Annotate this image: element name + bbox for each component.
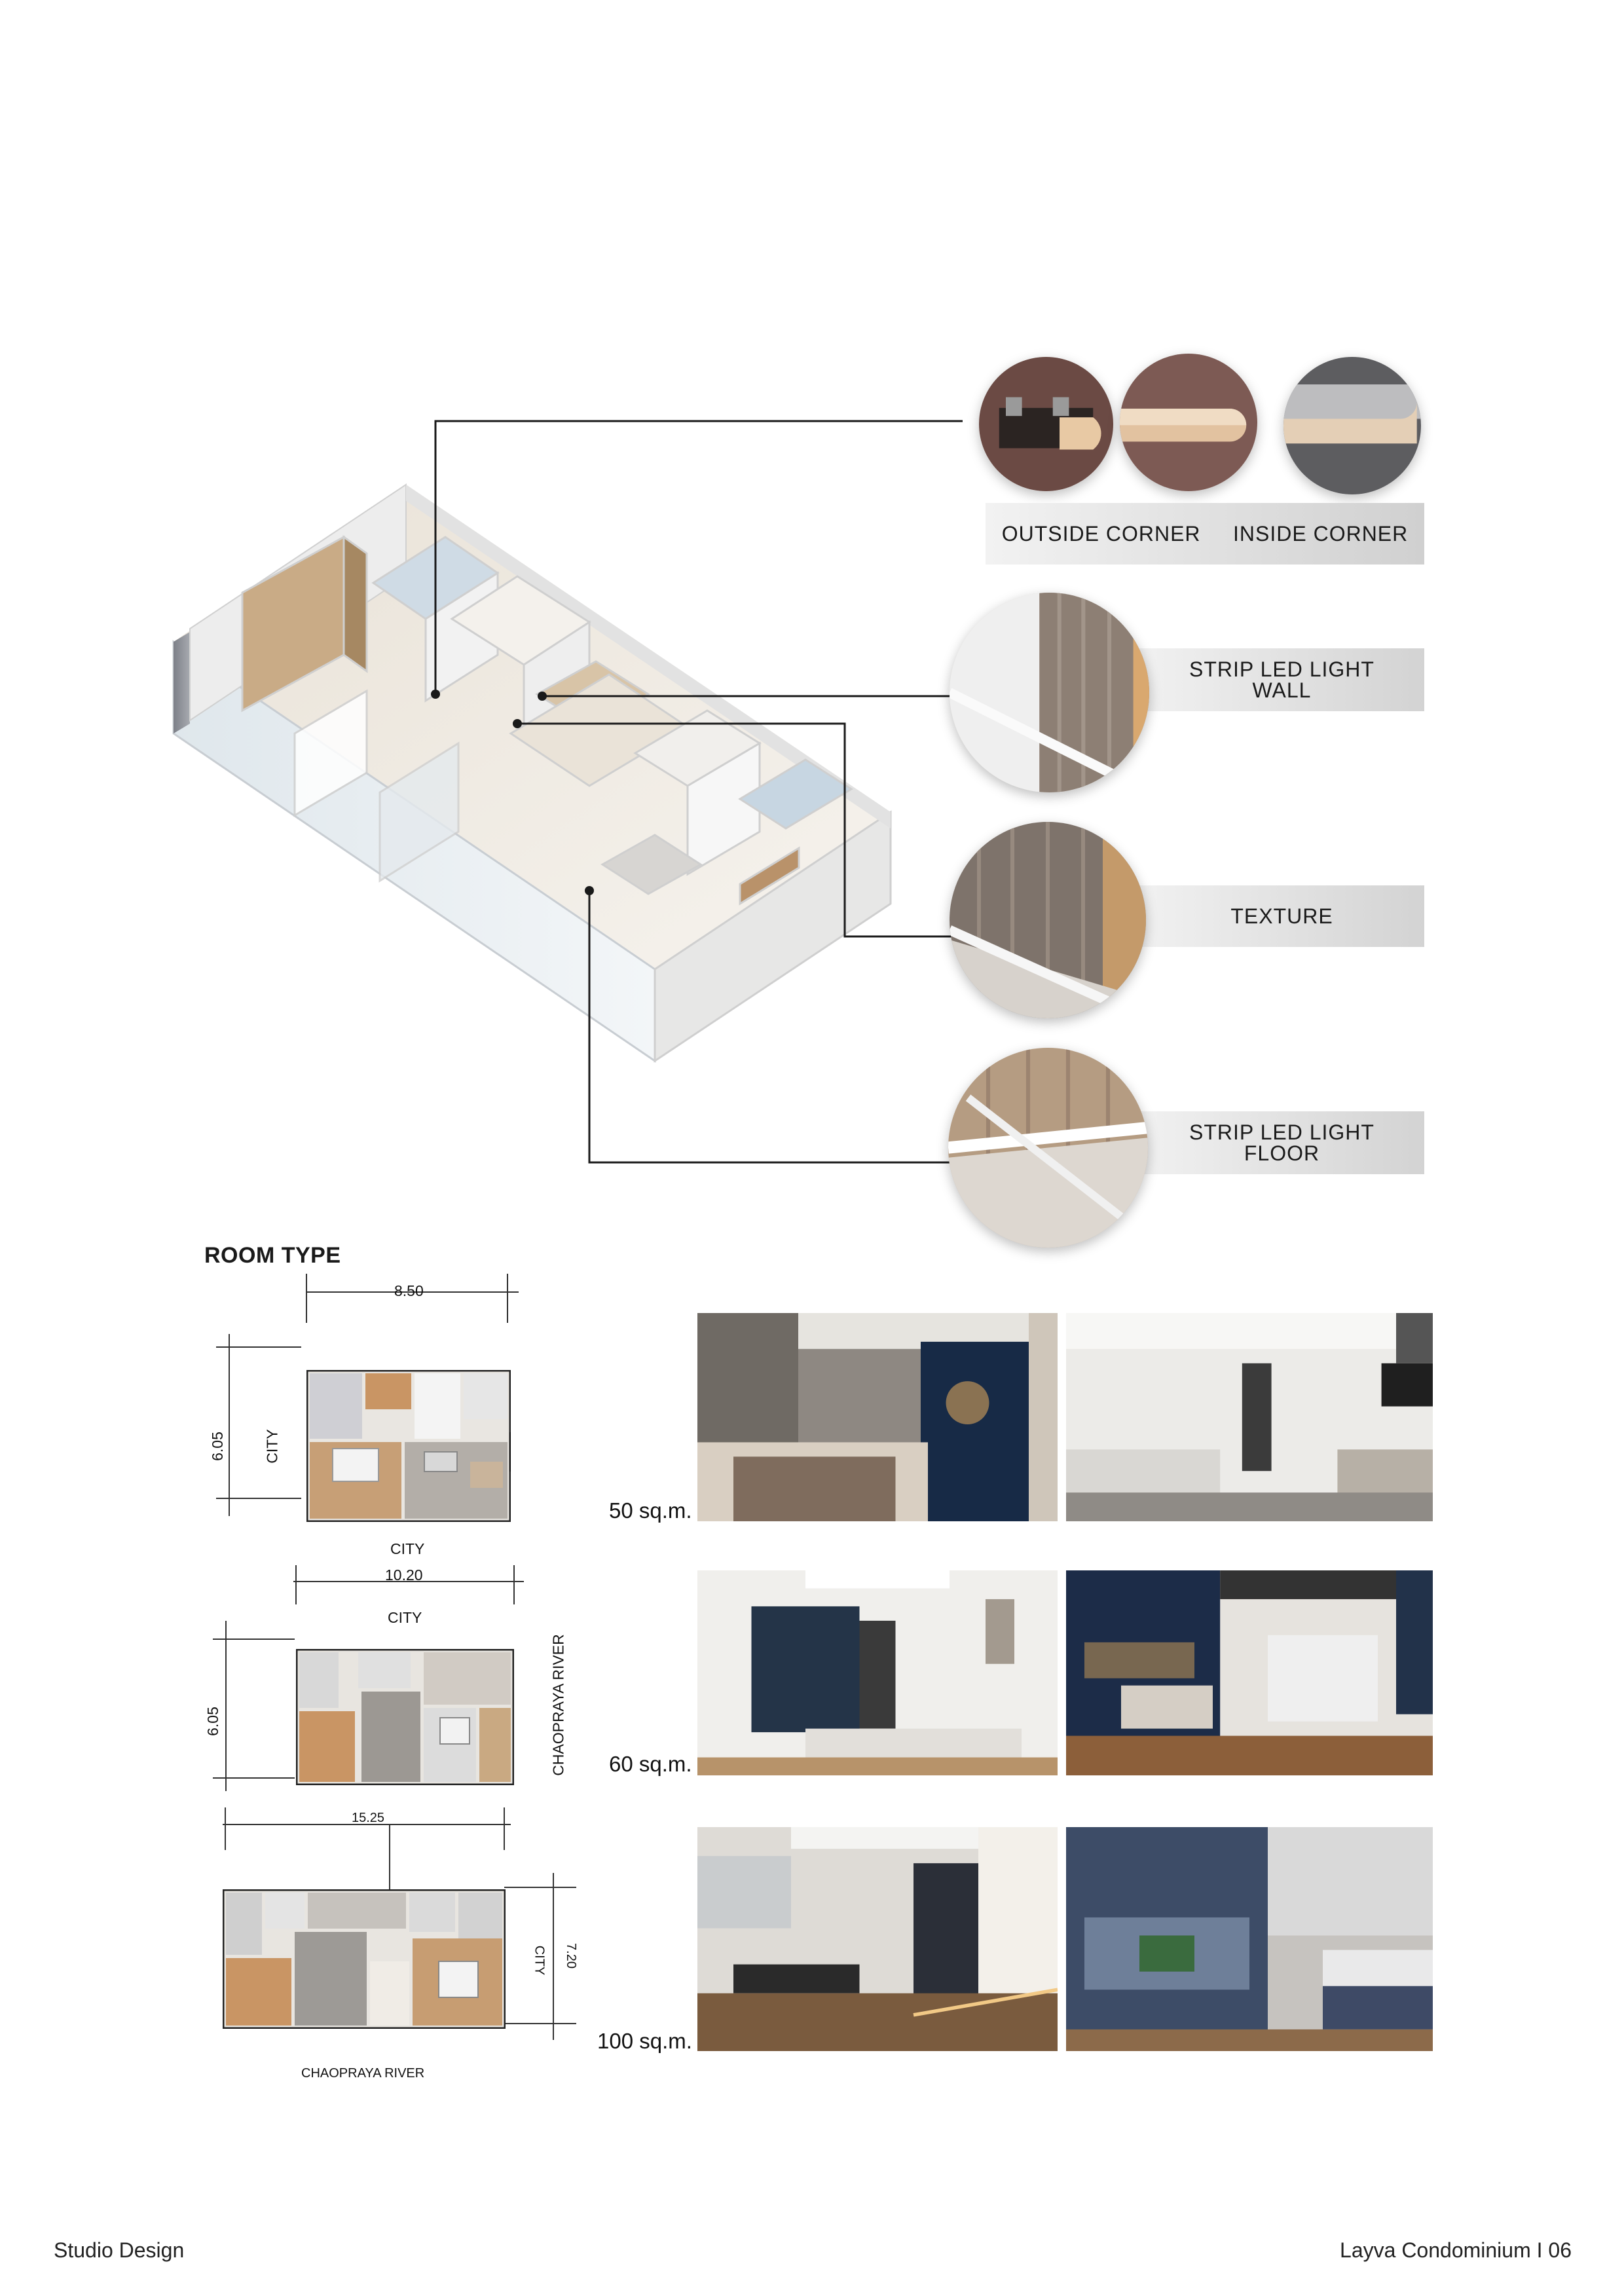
texture-photo bbox=[950, 822, 1146, 1018]
strip-led-wall-photo bbox=[950, 593, 1149, 792]
interior-photo-50-bedroom bbox=[697, 1313, 1058, 1521]
plan-50-bottom-label: CITY bbox=[390, 1540, 425, 1557]
strip-led-floor-line-1: STRIP LED LIGHT bbox=[1189, 1120, 1375, 1144]
plan-60-height-dim: 6.05 bbox=[204, 1707, 221, 1736]
interior-photo-100-bedroom bbox=[1066, 1827, 1433, 2051]
interior-photo-60-living bbox=[697, 1570, 1058, 1775]
strip-led-wall-label bbox=[1113, 648, 1424, 711]
strip-led-floor-photo bbox=[948, 1048, 1148, 1248]
plan-100-width-dim: 15.25 bbox=[352, 1811, 385, 1825]
plan-60-top-label: CITY bbox=[388, 1609, 422, 1626]
inside-corner-photo bbox=[1283, 357, 1421, 494]
interior-photo-50-living bbox=[1066, 1313, 1433, 1521]
strip-led-wall-line-2: WALL bbox=[1252, 678, 1312, 702]
size-label-100: 100 sq.m. bbox=[597, 2029, 692, 2053]
room-type-title: ROOM TYPE bbox=[204, 1243, 341, 1268]
plan-50-floorplan bbox=[306, 1370, 511, 1522]
plan-50-width-dim: 8.50 bbox=[394, 1282, 424, 1299]
strip-led-floor-line-2: FLOOR bbox=[1244, 1141, 1320, 1165]
plan-60-width-dim: 10.20 bbox=[385, 1566, 423, 1583]
corner-label-bar bbox=[986, 503, 1424, 565]
interior-photo-100-dining bbox=[697, 1827, 1058, 2051]
plan-100-side-label: CITY bbox=[532, 1945, 547, 1976]
plan-50-height-dim: 6.05 bbox=[208, 1432, 226, 1461]
size-label-50: 50 sq.m. bbox=[609, 1498, 692, 1523]
plan-100-bottom-label: CHAOPRAYA RIVER bbox=[301, 2066, 425, 2081]
plan-50-side-label: CITY bbox=[263, 1429, 281, 1464]
outside-corner-label: OUTSIDE CORNER bbox=[1001, 521, 1201, 546]
plan-60-floorplan bbox=[296, 1649, 514, 1785]
inside-corner-label: INSIDE CORNER bbox=[1233, 521, 1409, 546]
plan-60-side-label: CHAOPRAYA RIVER bbox=[549, 1634, 567, 1776]
texture-label: TEXTURE bbox=[1113, 885, 1424, 947]
footer-right: Layva Condominium I 06 bbox=[1340, 2238, 1572, 2262]
strip-led-floor-label bbox=[1113, 1111, 1424, 1174]
interior-photo-60-bedroom bbox=[1066, 1570, 1433, 1775]
footer-left: Studio Design bbox=[54, 2238, 185, 2262]
outside-corner-photo bbox=[1120, 354, 1257, 491]
corner-detail-photo-1 bbox=[979, 357, 1113, 491]
size-label-60: 60 sq.m. bbox=[609, 1752, 692, 1776]
strip-led-wall-line-1: STRIP LED LIGHT bbox=[1189, 657, 1375, 681]
plan-100-floorplan bbox=[223, 1889, 506, 2029]
plan-100-height-dim: 7.20 bbox=[563, 1943, 578, 1969]
